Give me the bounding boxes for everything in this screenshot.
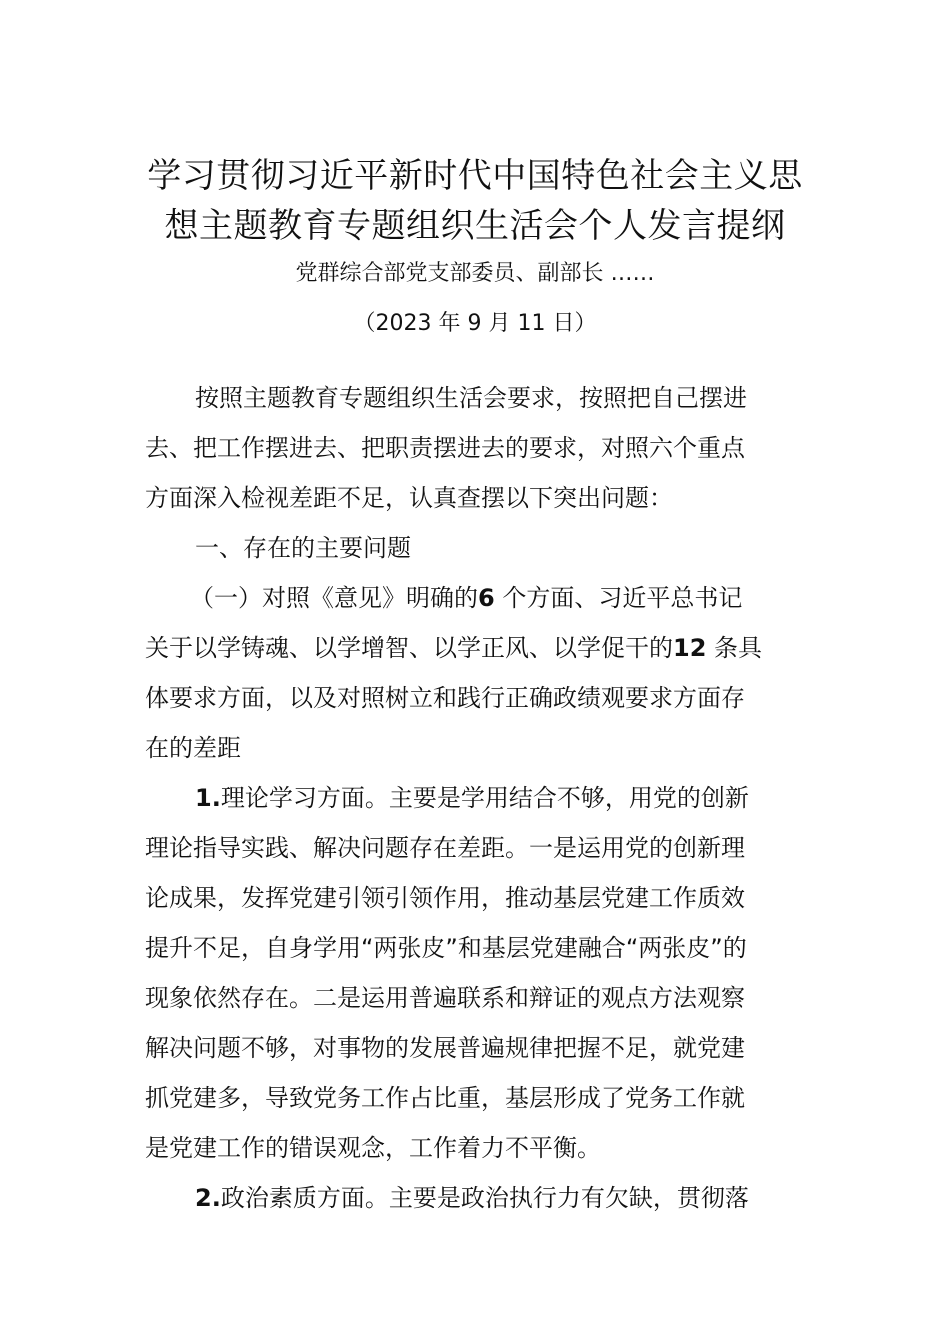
date-line: （2023 年 9 月 11 日） [353, 311, 597, 336]
document-title-line-1: 学习贯彻习近平新时代中国特色社会主义思 [147, 156, 803, 196]
document-title-line-2: 想主题教育专题组织生活会个人发言提纲 [164, 206, 786, 246]
item1-line-5: 现象依然存在。二是运用普遍联系和辩证的观点方法观察 [145, 984, 745, 1012]
item2-text: 政治素质方面。主要是政治执行力有欠缺，贯彻落 [220, 1184, 749, 1212]
subsection-text: 个方面、习近平总书记 [502, 584, 743, 612]
section-heading: 一、存在的主要问题 [195, 534, 411, 562]
item2-number: 2. [195, 1184, 221, 1212]
item1-line-6: 解决问题不够，对事物的发展普遍规律把握不足，就党建 [145, 1034, 745, 1062]
item1-number: 1. [195, 784, 221, 812]
item1-line-8: 是党建工作的错误观念，工作着力不平衡。 [145, 1134, 601, 1162]
item1-line-7: 抓党建多，导致党务工作占比重，基层形成了党务工作就 [145, 1084, 745, 1112]
intro-line-2: 去、把工作摆进去、把职责摆进去的要求，对照六个重点 [145, 434, 745, 462]
subsection-text: 关于以学铸魂、以学增智、以学正风、以学促干的 [145, 634, 673, 662]
subsection-line-1 [190, 582, 742, 614]
item1-line-2: 理论指导实践、解决问题存在差距。一是运用党的创新理 [145, 834, 745, 862]
item1-line-4: 提升不足，自身学用“两张皮”和基层党建融合“两张皮”的 [145, 934, 747, 962]
subsection-number: 12 [673, 634, 707, 662]
subsection-text: （一）对照《意见》明确的 [190, 584, 478, 612]
item2-line-1 [195, 1182, 749, 1214]
item1-line-3: 论成果，发挥党建引领引领作用，推动基层党建工作质效 [145, 884, 745, 912]
subsection-number: 6 [478, 584, 495, 612]
subsection-text: 条具 [714, 634, 763, 662]
item1-line-1 [195, 782, 749, 814]
subsection-line-3: 体要求方面，以及对照树立和践行正确政绩观要求方面存 [145, 684, 745, 712]
author-line: 党群综合部党支部委员、副部长 …… [295, 261, 655, 286]
intro-line-1: 按照主题教育专题组织生活会要求，按照把自己摆进 [195, 384, 747, 412]
subsection-line-2 [145, 632, 762, 664]
item1-text: 理论学习方面。主要是学用结合不够，用党的创新 [220, 784, 749, 812]
intro-line-3: 方面深入检视差距不足，认真查摆以下突出问题： [145, 484, 673, 512]
subsection-line-4: 在的差距 [145, 734, 241, 762]
